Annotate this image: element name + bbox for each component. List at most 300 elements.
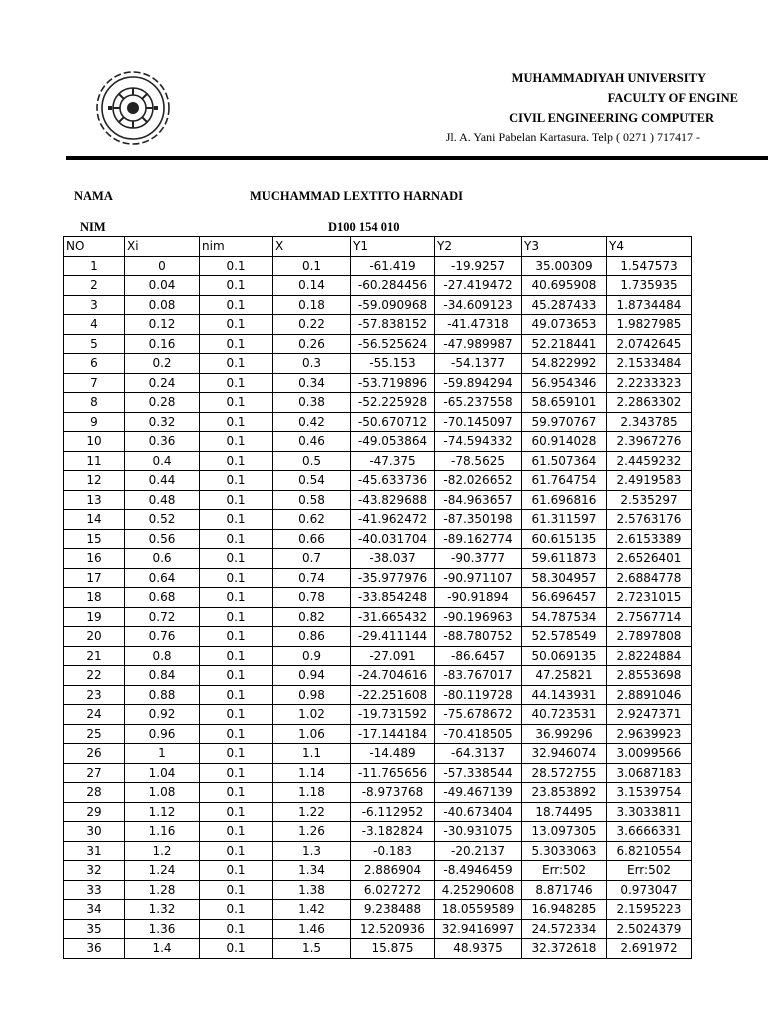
table-cell: 0.78 — [273, 588, 351, 608]
table-cell: 54.787534 — [522, 607, 607, 627]
table-cell: 26 — [64, 744, 125, 764]
table-cell: -22.251608 — [351, 685, 435, 705]
table-row — [64, 919, 692, 939]
table-cell: 2.8553698 — [607, 666, 692, 686]
table-cell: -57.838152 — [351, 315, 435, 335]
nim-label: NIM — [80, 220, 106, 234]
table-row — [64, 568, 692, 588]
table-cell: 1.34 — [273, 861, 351, 881]
table-row — [64, 666, 692, 686]
table-cell: 33 — [64, 880, 125, 900]
table-cell: 0.62 — [273, 510, 351, 530]
table-cell: 1.36 — [125, 919, 200, 939]
table-cell: 0.1 — [200, 510, 273, 530]
table-cell: 0.1 — [200, 802, 273, 822]
table-cell: 1.26 — [273, 822, 351, 842]
table-cell: -8.4946459 — [435, 861, 522, 881]
table-cell: 0.58 — [273, 490, 351, 510]
table-cell: 34 — [64, 900, 125, 920]
table-cell: 0.64 — [125, 568, 200, 588]
table-cell: -49.053864 — [351, 432, 435, 452]
table-cell: 36.99296 — [522, 724, 607, 744]
table-cell: 0.84 — [125, 666, 200, 686]
table-cell: 28.572755 — [522, 763, 607, 783]
table-cell: 4 — [64, 315, 125, 335]
table-cell: 1.3 — [273, 841, 351, 861]
table-cell: 49.073653 — [522, 315, 607, 335]
table-cell: -84.963657 — [435, 490, 522, 510]
table-cell: 0.1 — [200, 256, 273, 276]
table-cell: 0.28 — [125, 393, 200, 413]
table-cell: 0.54 — [273, 471, 351, 491]
table-cell: 2.535297 — [607, 490, 692, 510]
table-cell: 0.04 — [125, 276, 200, 296]
table-cell: 1.02 — [273, 705, 351, 725]
table-cell: 0.1 — [200, 334, 273, 354]
table-cell: -11.765656 — [351, 763, 435, 783]
table-cell: 47.25821 — [522, 666, 607, 686]
table-cell: -75.678672 — [435, 705, 522, 725]
table-cell: -56.525624 — [351, 334, 435, 354]
university-name: MUHAMMADIYAH UNIVERSITY — [511, 71, 706, 85]
table-cell: 0.1 — [200, 276, 273, 296]
table-cell: 27 — [64, 763, 125, 783]
table-cell: 0.1 — [200, 646, 273, 666]
table-cell: -30.931075 — [435, 822, 522, 842]
table-cell: 18.0559589 — [435, 900, 522, 920]
table-cell: 0.1 — [200, 549, 273, 569]
table-cell: 0.08 — [125, 295, 200, 315]
table-cell: 15.875 — [351, 939, 435, 959]
table-cell: 45.287433 — [522, 295, 607, 315]
table-row — [64, 861, 692, 881]
table-cell: -88.780752 — [435, 627, 522, 647]
table-cell: 59.970767 — [522, 412, 607, 432]
table-cell: 0.1 — [200, 451, 273, 471]
table-cell: 0.88 — [125, 685, 200, 705]
table-row — [64, 471, 692, 491]
table-cell: 6 — [64, 354, 125, 374]
table-row — [64, 744, 692, 764]
table-cell: 2.4919583 — [607, 471, 692, 491]
table-cell: 1.16 — [125, 822, 200, 842]
name-value: MUCHAMMAD LEXTITO HARNADI — [250, 189, 463, 203]
table-cell: 0.1 — [200, 412, 273, 432]
table-cell: -24.704616 — [351, 666, 435, 686]
table-cell: -90.91894 — [435, 588, 522, 608]
table-row — [64, 783, 692, 803]
table-cell: 52.578549 — [522, 627, 607, 647]
table-cell: 0.1 — [200, 607, 273, 627]
table-cell: 40.723531 — [522, 705, 607, 725]
table-cell: 1 — [125, 744, 200, 764]
table-cell: 0.32 — [125, 412, 200, 432]
table-cell: 0.76 — [125, 627, 200, 647]
table-cell: 1.46 — [273, 919, 351, 939]
table-cell: 1.08 — [125, 783, 200, 803]
table-cell: 22 — [64, 666, 125, 686]
table-cell: 4.25290608 — [435, 880, 522, 900]
table-cell: 24 — [64, 705, 125, 725]
table-cell: 30 — [64, 822, 125, 842]
table-cell: 1.8734484 — [607, 295, 692, 315]
table-cell: -27.419472 — [435, 276, 522, 296]
table-row — [64, 451, 692, 471]
table-cell: 10 — [64, 432, 125, 452]
table-cell: 50.069135 — [522, 646, 607, 666]
table-cell: -59.894294 — [435, 373, 522, 393]
table-cell: 61.764754 — [522, 471, 607, 491]
table-cell: -82.026652 — [435, 471, 522, 491]
data-table — [63, 236, 692, 959]
table-cell: 61.507364 — [522, 451, 607, 471]
table-cell: 0.5 — [273, 451, 351, 471]
table-cell: -19.731592 — [351, 705, 435, 725]
table-cell: 0.72 — [125, 607, 200, 627]
table-cell: 2.6526401 — [607, 549, 692, 569]
table-cell: 32.9416997 — [435, 919, 522, 939]
table-cell: 2.5024379 — [607, 919, 692, 939]
table-cell: 5 — [64, 334, 125, 354]
table-cell: -54.1377 — [435, 354, 522, 374]
table-cell: 0.18 — [273, 295, 351, 315]
table-row — [64, 549, 692, 569]
table-cell: 0.7 — [273, 549, 351, 569]
table-cell: -20.2137 — [435, 841, 522, 861]
table-cell: 61.696816 — [522, 490, 607, 510]
table-cell: 1.42 — [273, 900, 351, 920]
table-cell: -74.594332 — [435, 432, 522, 452]
table-cell: 0.12 — [125, 315, 200, 335]
table-cell: 20 — [64, 627, 125, 647]
table-cell: 2.2863302 — [607, 393, 692, 413]
table-cell: 0.1 — [200, 841, 273, 861]
table-cell: 0.98 — [273, 685, 351, 705]
table-cell: 0 — [125, 256, 200, 276]
table-cell: 1.9827985 — [607, 315, 692, 335]
table-cell: 28 — [64, 783, 125, 803]
table-cell: -40.673404 — [435, 802, 522, 822]
table-cell: 3.6666331 — [607, 822, 692, 842]
table-cell: 2.6153389 — [607, 529, 692, 549]
table-cell: 32 — [64, 861, 125, 881]
table-cell: 0.56 — [125, 529, 200, 549]
table-cell: 1 — [64, 256, 125, 276]
table-cell: -40.031704 — [351, 529, 435, 549]
table-cell: -41.47318 — [435, 315, 522, 335]
table-row — [64, 510, 692, 530]
table-cell: 2.6884778 — [607, 568, 692, 588]
table-cell: 2.1533484 — [607, 354, 692, 374]
table-cell: 9 — [64, 412, 125, 432]
table-cell: -0.183 — [351, 841, 435, 861]
table-row — [64, 412, 692, 432]
table-row — [64, 256, 692, 276]
table-cell: 56.696457 — [522, 588, 607, 608]
table-cell: 0.2 — [125, 354, 200, 374]
table-cell: 61.311597 — [522, 510, 607, 530]
table-cell: 18.74495 — [522, 802, 607, 822]
table-cell: 0.1 — [200, 685, 273, 705]
table-row — [64, 802, 692, 822]
table-cell: 0.94 — [273, 666, 351, 686]
table-cell: -31.665432 — [351, 607, 435, 627]
table-cell: -49.467139 — [435, 783, 522, 803]
table-cell: -35.977976 — [351, 568, 435, 588]
table-cell: 2.343785 — [607, 412, 692, 432]
address-line: Jl. A. Yani Pabelan Kartasura. Telp ( 0271 ) 717417 - — [445, 130, 700, 144]
table-cell: -53.719896 — [351, 373, 435, 393]
table-cell: -57.338544 — [435, 763, 522, 783]
table-cell: 0.1 — [200, 724, 273, 744]
table-row — [64, 276, 692, 296]
table-cell: 1.18 — [273, 783, 351, 803]
table-cell: 2.4459232 — [607, 451, 692, 471]
table-cell: 0.1 — [200, 315, 273, 335]
table-row — [64, 354, 692, 374]
table-cell: 0.1 — [200, 666, 273, 686]
table-cell: 0.1 — [200, 373, 273, 393]
table-row — [64, 529, 692, 549]
table-cell: 0.52 — [125, 510, 200, 530]
table-cell: 0.1 — [200, 822, 273, 842]
table-cell: 12 — [64, 471, 125, 491]
table-cell: -41.962472 — [351, 510, 435, 530]
table-cell: 13.097305 — [522, 822, 607, 842]
table-cell: 0.1 — [273, 256, 351, 276]
table-cell: -19.9257 — [435, 256, 522, 276]
table-body — [64, 256, 692, 958]
table-cell: 2.5763176 — [607, 510, 692, 530]
table-row — [64, 763, 692, 783]
table-cell: 8 — [64, 393, 125, 413]
table-cell: 21 — [64, 646, 125, 666]
table-cell: -17.144184 — [351, 724, 435, 744]
table-cell: 25 — [64, 724, 125, 744]
table-cell: 0.3 — [273, 354, 351, 374]
table-cell: 60.914028 — [522, 432, 607, 452]
table-cell: 40.695908 — [522, 276, 607, 296]
table-cell: -70.145097 — [435, 412, 522, 432]
table-cell: 2.8224884 — [607, 646, 692, 666]
table-cell: -70.418505 — [435, 724, 522, 744]
table-cell: 0.14 — [273, 276, 351, 296]
table-cell: Err:502 — [607, 861, 692, 881]
table-cell: 0.48 — [125, 490, 200, 510]
table-cell: 54.822992 — [522, 354, 607, 374]
table-cell: 5.3033063 — [522, 841, 607, 861]
table-cell: 1.4 — [125, 939, 200, 959]
table-cell: 35.00309 — [522, 256, 607, 276]
table-cell: -29.411144 — [351, 627, 435, 647]
table-cell: 0.66 — [273, 529, 351, 549]
table-cell: 0.1 — [200, 880, 273, 900]
table-row — [64, 432, 692, 452]
table-cell: 0.1 — [200, 393, 273, 413]
column-header: Y3 — [522, 237, 607, 257]
table-cell: -59.090968 — [351, 295, 435, 315]
table-cell: -3.182824 — [351, 822, 435, 842]
table-cell: -38.037 — [351, 549, 435, 569]
table-cell: 35 — [64, 919, 125, 939]
table-cell: 2.7897808 — [607, 627, 692, 647]
table-cell: 0.1 — [200, 919, 273, 939]
column-header: Y4 — [607, 237, 692, 257]
table-cell: 2.1595223 — [607, 900, 692, 920]
table-cell: 1.32 — [125, 900, 200, 920]
table-cell: 1.38 — [273, 880, 351, 900]
table-cell: 0.46 — [273, 432, 351, 452]
table-cell: 1.5 — [273, 939, 351, 959]
table-cell: 0.26 — [273, 334, 351, 354]
table-row — [64, 490, 692, 510]
column-header: NO — [64, 237, 125, 257]
table-cell: -43.829688 — [351, 490, 435, 510]
table-row — [64, 822, 692, 842]
table-cell: 14 — [64, 510, 125, 530]
table-cell: 0.1 — [200, 783, 273, 803]
table-cell: -45.633736 — [351, 471, 435, 491]
table-cell: 0.4 — [125, 451, 200, 471]
table-row — [64, 724, 692, 744]
letterhead — [0, 68, 738, 152]
table-cell: 18 — [64, 588, 125, 608]
table-cell: 19 — [64, 607, 125, 627]
table-cell: -50.670712 — [351, 412, 435, 432]
table-cell: 0.1 — [200, 744, 273, 764]
table-cell: 0.86 — [273, 627, 351, 647]
table-cell: -61.419 — [351, 256, 435, 276]
table-cell: 44.143931 — [522, 685, 607, 705]
table-cell: 59.611873 — [522, 549, 607, 569]
table-cell: 0.1 — [200, 627, 273, 647]
table-cell: 15 — [64, 529, 125, 549]
table-cell: 0.42 — [273, 412, 351, 432]
letterhead-divider — [66, 156, 768, 160]
table-cell: 2.3967276 — [607, 432, 692, 452]
table-cell: 0.24 — [125, 373, 200, 393]
table-cell: 2.9247371 — [607, 705, 692, 725]
table-cell: -14.489 — [351, 744, 435, 764]
table-cell: 1.547573 — [607, 256, 692, 276]
table-cell: -83.767017 — [435, 666, 522, 686]
table-cell: 6.8210554 — [607, 841, 692, 861]
table-cell: 0.1 — [200, 861, 273, 881]
table-row — [64, 334, 692, 354]
table-cell: 0.1 — [200, 432, 273, 452]
table-row — [64, 685, 692, 705]
table-cell: 0.1 — [200, 588, 273, 608]
table-cell: 29 — [64, 802, 125, 822]
table-cell: Err:502 — [522, 861, 607, 881]
table-cell: 2.886904 — [351, 861, 435, 881]
table-cell: 48.9375 — [435, 939, 522, 959]
table-row — [64, 646, 692, 666]
table-cell: -90.971107 — [435, 568, 522, 588]
table-cell: 0.1 — [200, 939, 273, 959]
table-row — [64, 841, 692, 861]
table-cell: 7 — [64, 373, 125, 393]
column-header: X — [273, 237, 351, 257]
table-cell: -87.350198 — [435, 510, 522, 530]
table-cell: 3.3033811 — [607, 802, 692, 822]
table-cell: 8.871746 — [522, 880, 607, 900]
department-name: CIVIL ENGINEERING COMPUTER — [509, 111, 714, 125]
table-cell: 0.74 — [273, 568, 351, 588]
table-cell: -78.5625 — [435, 451, 522, 471]
table-cell: -90.196963 — [435, 607, 522, 627]
column-header: nim — [200, 237, 273, 257]
table-cell: 60.615135 — [522, 529, 607, 549]
table-cell: 2.8891046 — [607, 685, 692, 705]
table-row — [64, 315, 692, 335]
table-cell: -47.375 — [351, 451, 435, 471]
table-cell: 3.0687183 — [607, 763, 692, 783]
table-cell: 2.0742645 — [607, 334, 692, 354]
table-cell: 0.68 — [125, 588, 200, 608]
column-header: Y1 — [351, 237, 435, 257]
table-row — [64, 627, 692, 647]
table-cell: 0.973047 — [607, 880, 692, 900]
table-cell: 0.1 — [200, 490, 273, 510]
table-cell: 3 — [64, 295, 125, 315]
table-cell: -55.153 — [351, 354, 435, 374]
table-cell: 23 — [64, 685, 125, 705]
table-cell: 1.06 — [273, 724, 351, 744]
table-cell: 58.304957 — [522, 568, 607, 588]
table-cell: -33.854248 — [351, 588, 435, 608]
table-cell: 3.0099566 — [607, 744, 692, 764]
table-cell: 1.14 — [273, 763, 351, 783]
table-cell: 3.1539754 — [607, 783, 692, 803]
table-cell: 32.372618 — [522, 939, 607, 959]
table-cell: 1.04 — [125, 763, 200, 783]
table-cell: 6.027272 — [351, 880, 435, 900]
table-cell: 11 — [64, 451, 125, 471]
table-cell: 9.238488 — [351, 900, 435, 920]
table-cell: 2.7231015 — [607, 588, 692, 608]
table-cell: -64.3137 — [435, 744, 522, 764]
table-header-row — [64, 237, 692, 257]
table-cell: 36 — [64, 939, 125, 959]
table-row — [64, 880, 692, 900]
table-cell: 16 — [64, 549, 125, 569]
table-cell: 2.2233323 — [607, 373, 692, 393]
table-cell: 13 — [64, 490, 125, 510]
table-cell: 1.735935 — [607, 276, 692, 296]
table-cell: 12.520936 — [351, 919, 435, 939]
table-cell: 0.1 — [200, 568, 273, 588]
table-cell: 0.9 — [273, 646, 351, 666]
column-header: Y2 — [435, 237, 522, 257]
name-label: NAMA — [74, 189, 113, 203]
table-cell: 1.24 — [125, 861, 200, 881]
table-cell: 0.1 — [200, 471, 273, 491]
table-cell: 0.1 — [200, 295, 273, 315]
table-cell: 58.659101 — [522, 393, 607, 413]
table-row — [64, 607, 692, 627]
table-row — [64, 900, 692, 920]
table-cell: 0.34 — [273, 373, 351, 393]
table-cell: -27.091 — [351, 646, 435, 666]
table-cell: -8.973768 — [351, 783, 435, 803]
table-row — [64, 393, 692, 413]
table-cell: 0.96 — [125, 724, 200, 744]
table-cell: 1.22 — [273, 802, 351, 822]
table-row — [64, 373, 692, 393]
table-cell: -34.609123 — [435, 295, 522, 315]
table-cell: 0.36 — [125, 432, 200, 452]
